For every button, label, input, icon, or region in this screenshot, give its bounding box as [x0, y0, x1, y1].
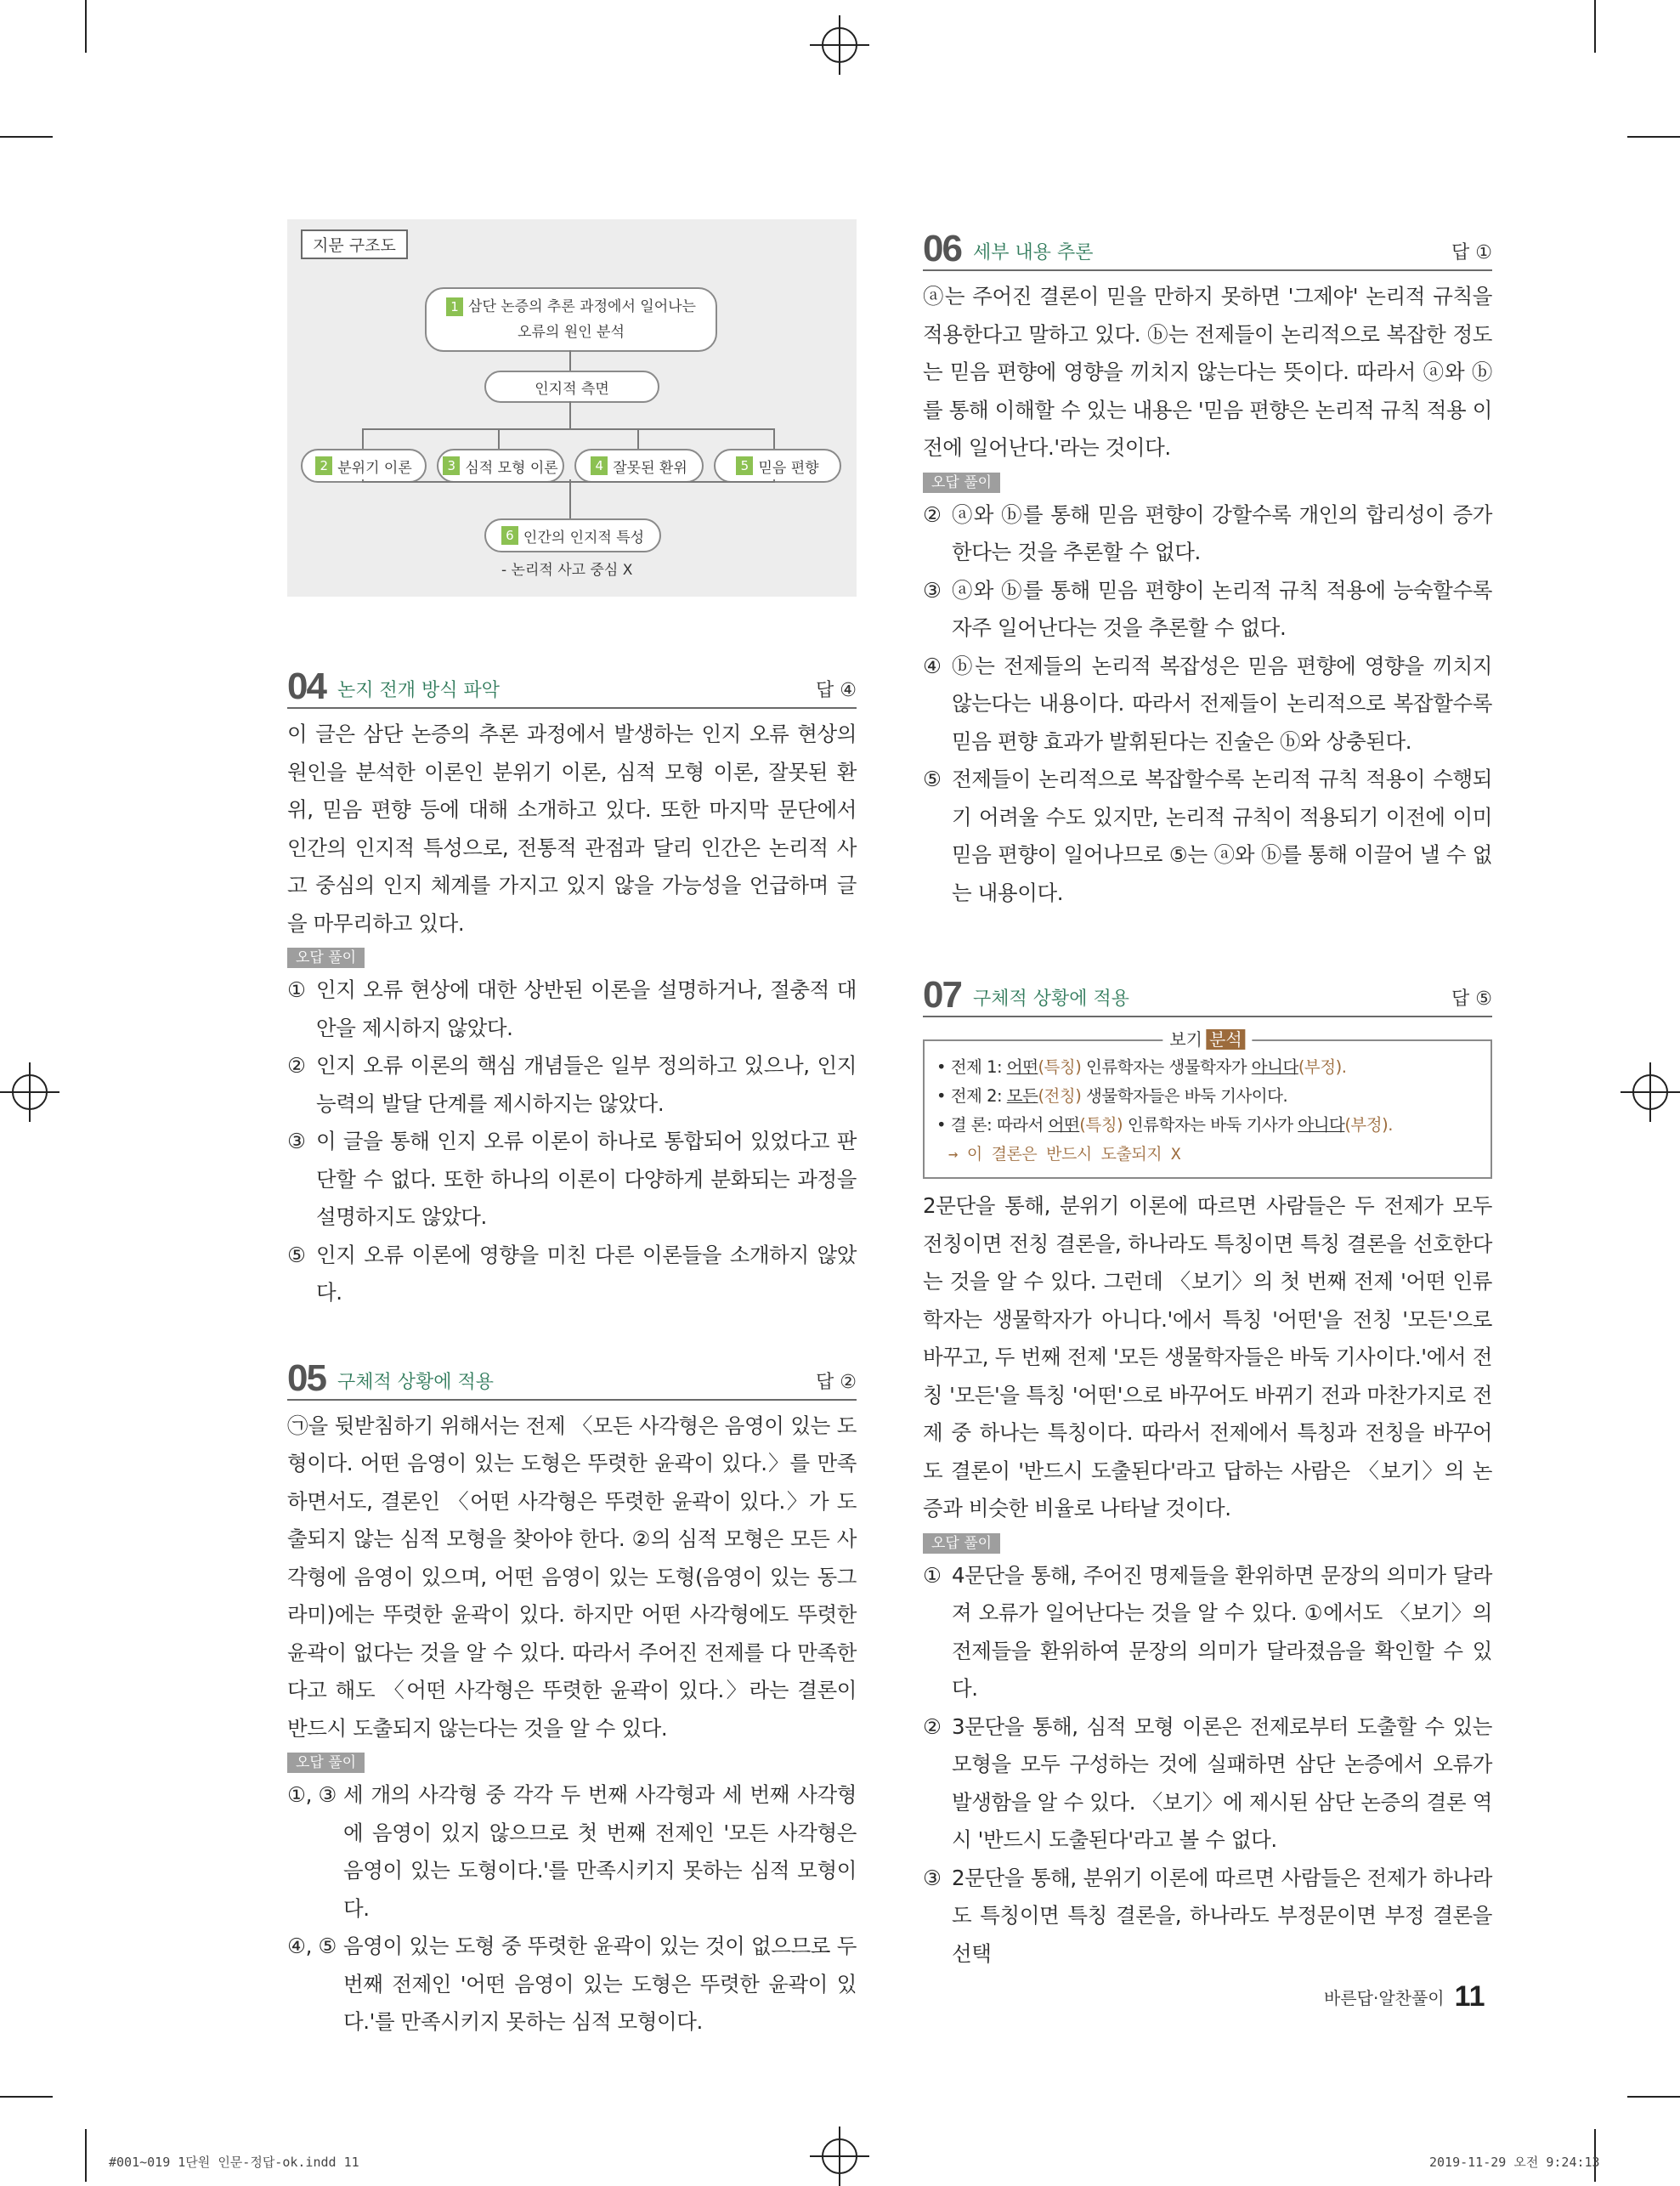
diagram-branch: 3 심적 모형 이론	[437, 449, 564, 483]
diagram-tag: 지문 구조도	[301, 229, 408, 259]
crop-mark	[0, 136, 53, 138]
diagram-connector	[362, 481, 773, 483]
boki-title: 보기 분석	[1162, 1026, 1252, 1051]
wrong-answer-tag: 오답 풀이	[287, 1753, 365, 1773]
structure-diagram	[287, 219, 857, 597]
diagram-connector	[569, 350, 571, 371]
boki-handwritten-note: → 이 결론은 반드시 도출되지 X	[948, 1145, 1180, 1164]
page-footer	[1324, 1980, 1485, 2013]
diagram-note: - 논리적 사고 중심 X	[501, 562, 633, 579]
list-item: ① 4문단을 통해, 주어진 명제들을 환위하면 문장의 의미가 달라져 오류가 일어난다는 것을 알 수 있다. ①에서도 〈보기〉의 전제들을 환위하여 문장의 의미가 달라졌음을 확인할 수 있다.	[923, 1562, 1492, 1701]
crop-mark	[1627, 2096, 1680, 2098]
diagram-branch: 2 분위기 이론	[301, 449, 427, 483]
diagram-connector	[362, 479, 364, 483]
diagram-branch: 5 믿음 편향	[714, 449, 841, 483]
print-slug-left: #001~019 1단원 인문-정답-ok.indd 11	[109, 2155, 359, 2170]
boki-box	[923, 1029, 1492, 1179]
list-item: ① 인지 오류 현상에 대한 상반된 이론을 설명하거나, 절충적 대안을 제시하지 않았다.	[287, 977, 857, 1040]
diagram-connector	[498, 428, 500, 449]
diagram-connector	[773, 428, 775, 449]
list-item: ③ 이 글을 통해 인지 오류 이론이 하나로 통합되어 있었다고 판단할 수 없다. 또한 하나의 이론이 다양하게 분화되는 과정을 설명하지도 않았다.	[287, 1129, 857, 1229]
wrong-answer-tag: 오답 풀이	[923, 473, 1000, 493]
registration-mark-icon	[0, 1062, 59, 1122]
section-04-body: 이 글은 삼단 논증의 추론 과정에서 발생하는 인지 오류 현상의 원인을 분석한 이론인 분위기 이론, 심적 모형 이론, 잘못된 환위, 믿음 편향 등에 대해 소개하고 있다. 또한 마지막 문단에서 인간의 인지적 특성으로, 전통적 관점과 달리 인간은 논리적 사고 중심의 인지 체계를 가지고 있지 않을 가능성을 언급하며 글을 마무리하고 있다.	[287, 722, 857, 936]
section-07-body: 2문단을 통해, 분위기 이론에 따르면 사람들은 두 전제가 모두 전칭이면 전칭 결론을, 하나라도 특칭이면 특칭 결론을 선호한다는 것을 알 수 있다. 그런데 〈보기〉의 첫 번째 전제 '어떤 인류학자는 생물학자가 아니다.'에서 특칭 '어떤'을 전칭 '모든'으로 바꾸고, 두 번째 전제 '모든 생물학자들은 바둑 기사이다.'에서 전칭 '모든'을 특칭 '어떤'으로 바꾸어도 바뀌기 전과 마찬가지로 전제 중 하나는 특칭이다. 따라서 전제에서 특칭과 전칭을 바꾸어도 결론이 '반드시 도출된다'라고 답하는 사람은 〈보기〉의 논증과 비슷한 비율로 나타날 것이다.	[923, 1193, 1492, 1521]
diagram-connector	[569, 498, 571, 518]
wrong-answer-tag: 오답 풀이	[287, 948, 365, 968]
list-item: ② 3문단을 통해, 심적 모형 이론은 전제로부터 도출할 수 있는 모형을 모두 구성하는 것에 실패하면 삼단 논증에서 오류가 발생함을 알 수 있다. 〈보기〉에 제시된 삼단 논증의 결론 역시 '반드시 도출된다'라고 볼 수 없다.	[923, 1713, 1492, 1852]
list-item: ③ 2문단을 통해, 분위기 이론에 따르면 사람들은 전제가 하나라도 특칭이면 특칭 결론을, 하나라도 부정문이면 부정 결론을 선택	[923, 1865, 1492, 1966]
section-07-header: 07 구체적 상황에 적용 답 ⑤	[923, 963, 1492, 1017]
boki-line: • 전제 1: 어떤(특칭) 인류학자는 생물학자가 아니다(부정).	[936, 1057, 1347, 1077]
page-number: 11	[1454, 1980, 1485, 2013]
list-item: ①, ③ 세 개의 사각형 중 각각 두 번째 사각형과 세 번째 사각형에 음영이 있지 않으므로 첫 번째 전제인 '모든 사각형은 음영이 있는 도형이다.'를 만족시키지 못하는 심적 모형이다.	[287, 1782, 857, 1921]
list-item: ② 인지 오류 이론의 핵심 개념들은 일부 정의하고 있으나, 인지 능력의 발달 단계를 제시하지는 않았다.	[287, 1053, 857, 1116]
list-item: ④, ⑤ 음영이 있는 도형 중 뚜렷한 윤곽이 있는 것이 없으므로 두 번째 전제인 '어떤 음영이 있는 도형은 뚜렷한 윤곽이 있다.'를 만족시키지 못하는 심적 모형이다.	[287, 1934, 857, 2034]
list-item: ③ ⓐ와 ⓑ를 통해 믿음 편향이 논리적 규칙 적용에 능숙할수록 자주 일어난다는 것을 추론할 수 없다.	[923, 577, 1492, 640]
diagram-node-human: 6 인간의 인지적 특성	[484, 518, 661, 552]
list-item: ⑤ 인지 오류 이론에 영향을 미친 다른 이론들을 소개하지 않았다.	[287, 1242, 857, 1305]
section-05-body: ㉠을 뒷받침하기 위해서는 전제 〈모든 사각형은 음영이 있는 도형이다. 어떤 음영이 있는 도형은 뚜렷한 윤곽이 있다.〉를 만족하면서도, 결론인 〈어떤 사각형은 뚜렷한 윤곽이 있다.〉가 도출되지 않는 심적 모형을 찾아야 한다. ②의 심적 모형은 모든 사각형에 음영이 있으며, 어떤 음영이 있는 도형(음영이 있는 동그라미)에는 뚜렷한 윤곽이 있다. 하지만 어떤 사각형에도 뚜렷한 윤곽이 없다는 것을 알 수 있다. 따라서 주어진 전제를 다 만족한다고 해도 〈어떤 사각형은 뚜렷한 윤곽이 있다.〉라는 결론이 반드시 도출되지 않는다는 것을 알 수 있다.	[287, 1413, 857, 1741]
section-04-header: 04 논지 전개 방식 파악 답 ④	[287, 654, 857, 709]
diagram-connector	[637, 428, 639, 449]
diagram-connector	[362, 428, 364, 449]
crop-mark	[1627, 136, 1680, 138]
registration-mark-icon	[810, 15, 869, 75]
list-item: ⑤ 전제들이 논리적으로 복잡할수록 논리적 규칙 적용이 수행되기 어려울 수도 있지만, 논리적 규칙이 적용되기 이전에 이미 믿음 편향이 일어나므로 ⑤는 ⓐ와 ⓑ를 통해 이끌어 낼 수 없는 내용이다.	[923, 767, 1492, 905]
section-06-header: 06 세부 내용 추론 답 ①	[923, 217, 1492, 271]
diagram-connector	[362, 428, 773, 430]
wrong-answer-tag: 오답 풀이	[923, 1533, 1000, 1554]
diagram-node-cognitive: 인지적 측면	[484, 371, 659, 403]
section-06-body: ⓐ는 주어진 결론이 믿을 만하지 못하면 '그제야' 논리적 규칙을 적용한다고 말하고 있다. ⓑ는 전제들이 논리적으로 복잡한 정도는 믿음 편향에 영향을 끼치지 않는다는 뜻이다. 따라서 ⓐ와 ⓑ를 통해 이해할 수 있는 내용은 '믿음 편향은 논리적 규칙 적용 이전에 일어난다.'라는 것이다.	[923, 284, 1492, 460]
list-item: ② ⓐ와 ⓑ를 통해 믿음 편향이 강할수록 개인의 합리성이 증가한다는 것을 추론할 수 없다.	[923, 501, 1492, 564]
boki-line: • 결 론: 따라서 어떤(특칭) 인류학자는 바둑 기사가 아니다(부정).	[936, 1115, 1393, 1135]
section-05-header: 05 구체적 상황에 적용 답 ②	[287, 1346, 857, 1401]
right-column	[923, 217, 1492, 1973]
left-column	[287, 654, 857, 2042]
registration-mark-icon	[1621, 1062, 1680, 1122]
crop-mark	[0, 2096, 53, 2098]
diagram-branch: 4 잘못된 환위	[574, 449, 704, 483]
crop-mark	[1594, 0, 1596, 53]
boki-line: • 전제 2: 모든(전칭) 생물학자들은 바둑 기사이다.	[936, 1086, 1288, 1106]
diagram-connector	[569, 401, 571, 428]
list-item: ④ ⓑ는 전제들의 논리적 복잡성은 믿음 편향에 영향을 끼치지 않는다는 내용이다. 따라서 전제들이 논리적으로 복잡할수록 믿음 편향 효과가 발휘된다는 진술은 ⓑ와 상충된다.	[923, 653, 1492, 754]
diagram-connector	[773, 479, 775, 483]
registration-mark-icon	[810, 2127, 869, 2186]
crop-mark	[85, 0, 87, 53]
book-title: 바른답·알찬풀이	[1324, 1988, 1445, 2008]
print-slug-right: 2019-11-29 오전 9:24:13	[1429, 2155, 1600, 2170]
diagram-node-main: 1 삼단 논증의 추론 과정에서 일어나는 오류의 원인 분석	[425, 287, 717, 352]
crop-mark	[85, 2129, 87, 2182]
